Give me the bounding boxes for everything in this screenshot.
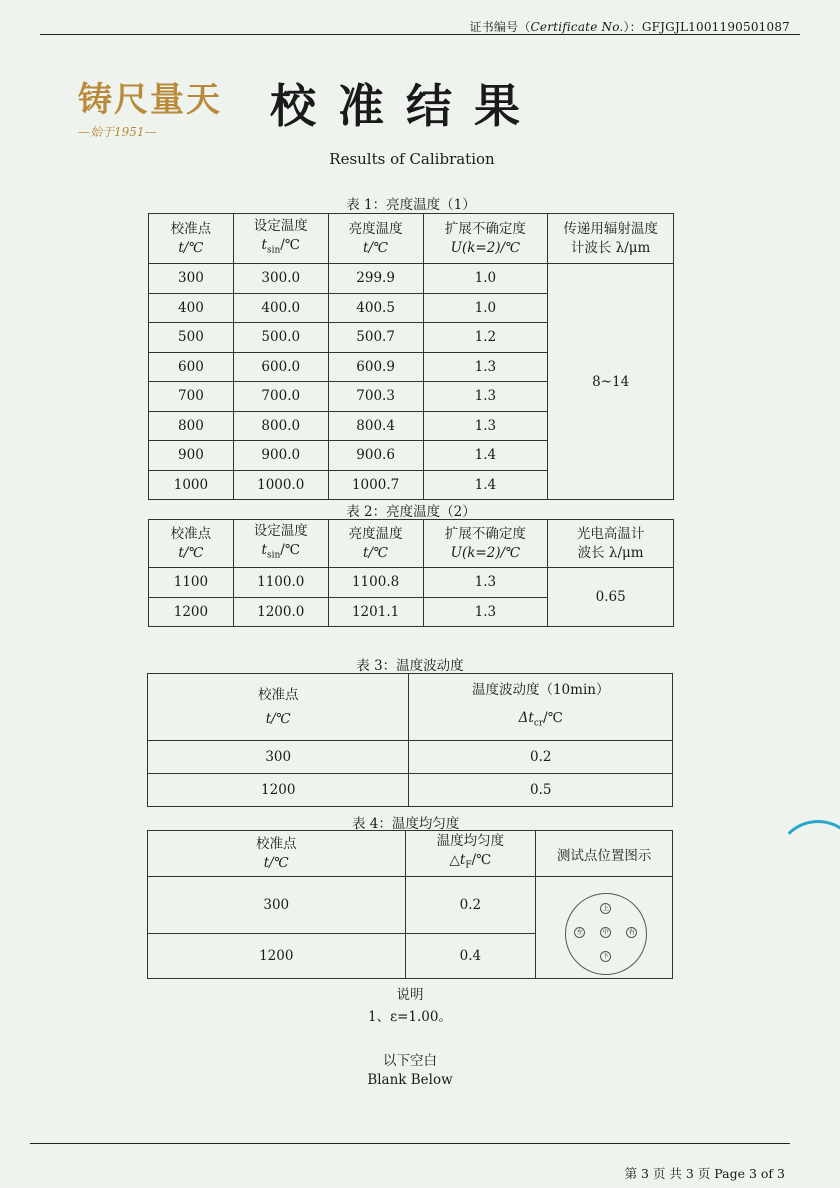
header-cell: 传递用辐射温度 计波长 λ/μm [548, 214, 674, 264]
table-cell: 300 [148, 877, 406, 934]
table-cell: 900.6 [328, 441, 423, 471]
table2-caption: 表 2：亮度温度（2） [346, 504, 476, 520]
table1-header-row [149, 214, 674, 264]
table-row [148, 741, 673, 774]
table-cell: 299.9 [328, 264, 423, 294]
notes-item: 1、ε=1.00。 [368, 1009, 452, 1025]
table-cell: 300.0 [233, 264, 328, 294]
table-cell: 1100.8 [328, 568, 423, 598]
table3-caption: 表 3：温度波动度 [356, 658, 464, 674]
table-cell: 400 [149, 293, 234, 323]
table-cell: 1000.0 [233, 470, 328, 500]
table-cell: 0.4 [405, 934, 536, 979]
table2 [148, 519, 674, 627]
table-cell: 0.2 [409, 741, 673, 774]
table-cell: 700 [149, 382, 234, 412]
table-cell: 1201.1 [328, 597, 423, 627]
table2-wavelength: 0.65 [548, 568, 674, 627]
table-cell: 700.3 [328, 382, 423, 412]
table-cell: 600.9 [328, 352, 423, 382]
table-cell: 1200 [148, 774, 409, 807]
header-cell: 扩展不确定度 U(k=2)/℃ [423, 214, 548, 264]
bottom-rule [30, 1143, 790, 1144]
top-rule [40, 34, 800, 35]
table-cell: 1.3 [423, 352, 548, 382]
table-cell: 300 [149, 264, 234, 294]
table-cell: 0.5 [409, 774, 673, 807]
table-cell: 1000 [149, 470, 234, 500]
table3-header-row [148, 674, 673, 741]
table3 [147, 673, 673, 807]
logo-text: 铸尺量天 [78, 80, 222, 120]
header-cell: 校准点 t/℃ [149, 520, 234, 568]
header-cell: 亮度温度 t/℃ [328, 520, 423, 568]
cert-label-cn: 证书编号（ [469, 20, 531, 34]
test-point-diagram [536, 877, 673, 979]
table1-caption: 表 1：亮度温度（1） [346, 197, 476, 213]
certificate-number [470, 18, 790, 35]
table-cell: 1200.0 [233, 597, 328, 627]
table-cell: 1000.7 [328, 470, 423, 500]
notes-title: 说明 [396, 987, 424, 1003]
table-cell: 400.5 [328, 293, 423, 323]
table-cell: 1.3 [423, 597, 548, 627]
table-cell: 600.0 [233, 352, 328, 382]
table-cell: 0.2 [405, 877, 536, 934]
table-cell: 700.0 [233, 382, 328, 412]
header-cell: 校准点 t/℃ [148, 831, 406, 877]
header-cell: 设定温度 $t_{sin}/℃$ [233, 520, 328, 568]
header-cell: 温度波动度（10min） $\Delta t_{cr}/℃$ [409, 674, 673, 741]
table2-header-row [149, 520, 674, 568]
page-title: 校准结果 [270, 79, 542, 133]
table-cell: 1200 [148, 934, 406, 979]
header-cell: 校准点 t/℃ [148, 674, 409, 741]
blank-below-en: Blank Below [367, 1072, 453, 1088]
page-footer: 第 3 页 共 3 页 Page 3 of 3 [624, 1166, 785, 1181]
table-row [149, 264, 674, 294]
table1-wavelength: 8~14 [548, 264, 674, 500]
header-cell: 设定温度 $t_{sin}/℃$ [233, 214, 328, 264]
logo [78, 72, 248, 142]
header-cell: 光电高温计 波长 λ/μm [548, 520, 674, 568]
cert-number-value: GFJGJL1001190501087 [641, 20, 790, 34]
table4 [147, 830, 673, 979]
table-cell: 500 [149, 323, 234, 353]
header-cell: 校准点 t/℃ [149, 214, 234, 264]
page-subtitle: Results of Calibration [329, 150, 495, 168]
table-cell: 800.4 [328, 411, 423, 441]
table-cell: 1.4 [423, 470, 548, 500]
table1 [148, 213, 674, 500]
diagram-point: 中 [600, 927, 611, 938]
cert-label-en: Certificate No. [530, 20, 624, 34]
logo-subtext: —始于1951— [78, 125, 157, 139]
header-cell: 温度均匀度 $\triangle t_F/℃$ [405, 831, 536, 877]
diagram-point: 上 [600, 903, 611, 914]
cert-sep: ）： [623, 20, 642, 34]
table-cell: 1.3 [423, 411, 548, 441]
table-cell: 1100.0 [233, 568, 328, 598]
table4-header-row [148, 831, 673, 877]
table-cell: 800.0 [233, 411, 328, 441]
table-cell: 1.3 [423, 568, 548, 598]
header-cell: 测试点位置图示 [536, 831, 673, 877]
table-cell: 900 [149, 441, 234, 471]
table-cell: 1.2 [423, 323, 548, 353]
diagram-point: 左 [574, 927, 585, 938]
header-cell: 亮度温度 t/℃ [328, 214, 423, 264]
table-cell: 1.4 [423, 441, 548, 471]
blank-below-cn: 以下空白 [383, 1053, 437, 1069]
table-cell: 1.3 [423, 382, 548, 412]
table-row [148, 774, 673, 807]
table-cell: 1100 [149, 568, 234, 598]
table-row [149, 568, 674, 598]
table-row [148, 877, 673, 934]
diagram-point: 下 [600, 951, 611, 962]
table-cell: 800 [149, 411, 234, 441]
table-cell: 600 [149, 352, 234, 382]
table4-caption: 表 4：温度均匀度 [352, 816, 460, 832]
table-cell: 1.0 [423, 264, 548, 294]
table-cell: 1200 [149, 597, 234, 627]
table-cell: 400.0 [233, 293, 328, 323]
table-cell: 500.0 [233, 323, 328, 353]
table-cell: 1.0 [423, 293, 548, 323]
diagram-point: 右 [626, 927, 637, 938]
stamp-mark [775, 820, 840, 906]
header-cell: 扩展不确定度 U(k=2)/℃ [423, 520, 548, 568]
table-cell: 900.0 [233, 441, 328, 471]
table-cell: 500.7 [328, 323, 423, 353]
table-cell: 300 [148, 741, 409, 774]
